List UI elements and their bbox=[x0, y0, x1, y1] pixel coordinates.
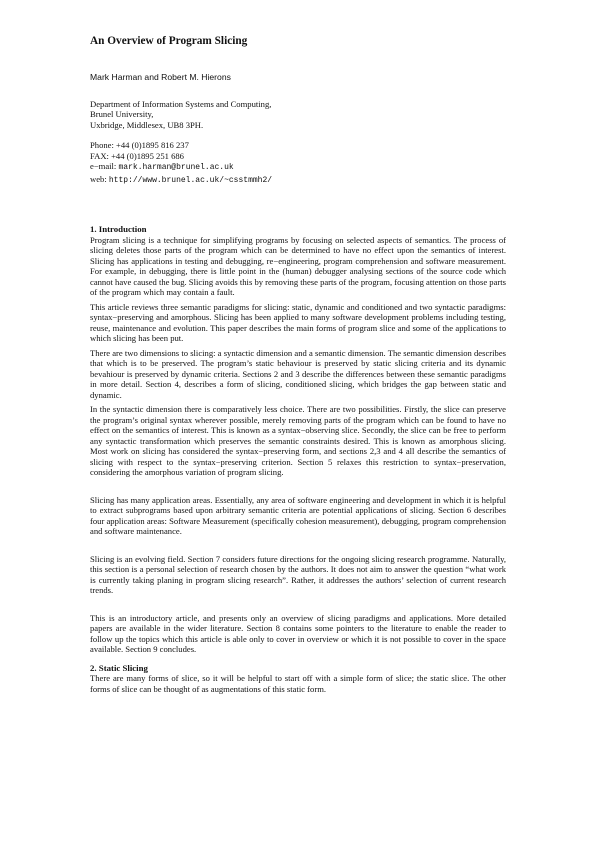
email-link[interactable]: mark.harman@brunel.ac.uk bbox=[118, 163, 234, 172]
email-line bbox=[90, 161, 506, 174]
paragraph: There are two dimensions to slicing: a syntactic dimension and a semantic dimension. The semantic dimension describes that which is to be preserved. The program’s static behaviour is preserved by static slicing criteria and its dynamic bevahiour is preserved by dynamic criteria. Sections 2 and 3 describe the differences between these semantic paradigms in more detail. Section 4, describes a form of slicing, conditioned slicing, which bridges the gap between static and dynamic. bbox=[90, 347, 506, 400]
contact-block bbox=[90, 140, 506, 186]
paragraph: In the syntactic dimension there is comparatively less choice. There are two possibilities. Firstly, the slice can preserve the program’s original syntax wherever possible, merely removing parts of the program which can be found to have no effect on the semantics of interest. This is known as a syntax−observing slice. Secondly, the slice can be free to perform any syntactic transformation which preserves the semantic constraints desired. This is known as amorphous slicing. Most work on slicing has considered the syntax−preserving form, and sections 2,3 and 4 all describe the semantics of slicing with respect to the syntax−preserving criterion. Section 5 relaxes this restriction to syntax−preservation, considering the amorphous variation of program slicing. bbox=[90, 404, 506, 477]
page bbox=[90, 34, 506, 694]
section-introduction bbox=[90, 224, 506, 655]
authors: Mark Harman and Robert M. Hierons bbox=[90, 72, 231, 82]
address-line: Uxbridge, Middlesex, UB8 3PH. bbox=[90, 119, 204, 130]
web-label: web: bbox=[90, 173, 109, 184]
paragraph: There are many forms of slice, so it will be helpful to start off with a simple form of slice; the static slice. The other forms of slice can be thought of as augmentations of this static form. bbox=[90, 673, 506, 694]
paragraph: Slicing has many application areas. Essentially, any area of software engineering and development in which it is helpful to extract subprograms based upon arbitrary semantic criteria are potential applications of slicing. Section 6 describes four application areas: Software Measurement (specifically cohesion measurement), debugging, program comprehension and software maintenance. bbox=[90, 494, 506, 536]
address-line: Brunel University, bbox=[90, 109, 154, 119]
paper-title: An Overview of Program Slicing bbox=[90, 35, 248, 47]
section-heading: 2. Static Slicing bbox=[90, 662, 148, 673]
web-line bbox=[90, 174, 506, 187]
section-static-slicing bbox=[90, 663, 506, 695]
affiliation bbox=[90, 99, 506, 131]
paragraph: This is an introductory article, and presents only an overview of slicing paradigms and applications. More detailed papers are available in the wider literature. Section 8 contains some pointers to the literature to enable the reader to follow up the topics which this article is able only to cover in overview or which it is not possible to cover in the space available. Section 9 concludes. bbox=[90, 612, 506, 654]
fax: FAX: +44 (0)1895 251 686 bbox=[90, 150, 184, 161]
email-label: e−mail: bbox=[90, 161, 119, 171]
phone: Phone: +44 (0)1895 816 237 bbox=[90, 140, 189, 150]
section-heading: 1. Introduction bbox=[90, 224, 147, 234]
web-link[interactable]: http://www.brunel.ac.uk/~csstmmh2/ bbox=[108, 175, 273, 185]
paragraph: Slicing is an evolving field. Section 7 considers future directions for the ongoing slicing research programme. Naturally, this section is a personal selection of research chosen by the authors. It does not aim to answer the question “what work is currently taking planing in program slicing research”. Rather, it addresses the authors’ selection of current research trends. bbox=[90, 553, 506, 595]
paragraph: Program slicing is a technique for simplifying programs by focusing on selected aspects of semantics. The process of slicing deletes those parts of the program which can be determined to have no effect upon the semantics of interest. Slicing has applications in testing and debugging, re−engineering, program comprehension and software measurement. For example, in debugging, there is little point in the (human) debugger analysing sections of the source code which cannot have caused the bug. Slicing avoids this by removing these parts of the program, focusing attention on those parts of the program which may contain a fault. bbox=[90, 234, 506, 297]
paragraph: This article reviews three semantic paradigms for slicing: static, dynamic and conditioned and two syntactic paradigms: syntax−preserving and amorphous. Slicing has been applied to many software development problems including testing, reuse, maintenance and evolution. This paper describes the main forms of program slice and some of the applications to which slicing has been put. bbox=[90, 301, 506, 343]
address-line: Department of Information Systems and Computing, bbox=[90, 98, 272, 109]
